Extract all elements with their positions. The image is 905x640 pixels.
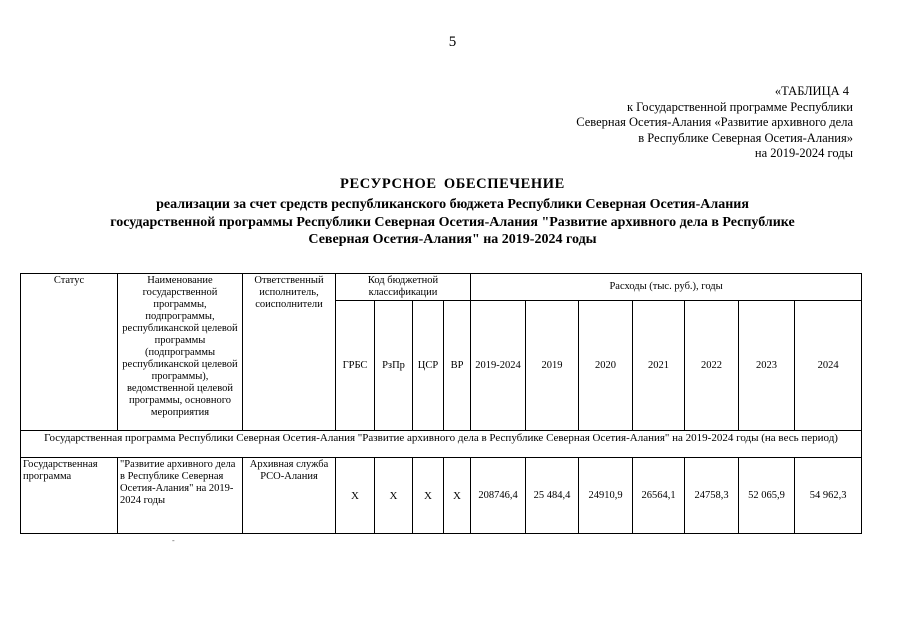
header-grbs: ГРБС	[336, 301, 375, 431]
header-year-2019: 2019	[526, 301, 579, 431]
header-budget-code: Код бюджетной классификации	[336, 274, 471, 301]
header-year-2022: 2022	[685, 301, 739, 431]
header-status: Статус	[21, 274, 118, 431]
header-year-2021: 2021	[633, 301, 685, 431]
row-value-2024: 54 962,3	[795, 458, 862, 534]
document-subtitle-line: реализации за счет средств республиканского бюджета Республики Северная Осетия-Алания	[156, 197, 749, 212]
appendix-line: Северная Осетия-Алания «Развитие архивного дела	[576, 115, 853, 129]
section-title: Государственная программа Республики Северная Осетия-Алания "Развитие архивного дела в Республике Северная Осетия-Алания" на 2019-2024 годы (на весь период)	[21, 431, 862, 458]
header-name: Наименование государственной программы, подпрограммы, республиканской целевой программы (подпрограммы республиканской целевой программы), ведомственной целевой программы, основного мероприятия	[118, 274, 243, 431]
appendix-line: к Государственной программе Республики	[626, 99, 853, 114]
row-name: "Развитие архивного дела в Республике Северная Осетия-Алания" на 2019-2024 годы	[118, 458, 243, 534]
row-code-vr: X	[444, 458, 471, 534]
row-status: Государственная программа	[21, 458, 118, 534]
row-value-2020: 24910,9	[579, 458, 633, 534]
row-value-2019: 25 484,4	[526, 458, 579, 534]
header-year-2024: 2024	[795, 301, 862, 431]
document-subtitle-line: Северная Осетия-Алания" на 2019-2024 годы	[308, 232, 597, 247]
header-rzpr: РзПр	[375, 301, 413, 431]
header-csr: ЦСР	[413, 301, 444, 431]
row-code-rzpr: X	[375, 458, 413, 534]
page-number: 5	[448, 34, 457, 50]
row-value-2022: 24758,3	[685, 458, 739, 534]
document-subtitle-line: государственной программы Республики Северная Осетия-Алания "Развитие архивного дела в Республике	[110, 214, 795, 230]
appendix-line: «ТАБЛИЦА 4	[774, 84, 849, 98]
header-year-2023: 2023	[739, 301, 795, 431]
row-value-total: 208746,4	[471, 458, 526, 534]
section-row	[21, 431, 862, 458]
header-vr: ВР	[444, 301, 471, 431]
appendix-line: на 2019-2024 годы	[754, 146, 853, 160]
header-expenses: Расходы (тыс. руб.), годы	[471, 274, 862, 301]
document-heading	[0, 176, 905, 249]
header-responsible: Ответственный исполнитель, соисполнители	[243, 274, 336, 431]
row-code-csr: X	[413, 458, 444, 534]
row-value-2023: 52 065,9	[739, 458, 795, 534]
table-row	[21, 458, 862, 534]
header-year-2020: 2020	[579, 301, 633, 431]
row-responsible: Архивная служба РСО-Алания	[243, 458, 336, 534]
appendix-line: в Республике Северная Осетия-Алания»	[638, 130, 853, 145]
resource-table	[20, 273, 862, 534]
appendix-note	[576, 84, 853, 162]
header-row	[21, 274, 862, 301]
document-title: РЕСУРСНОЕ ОБЕСПЕЧЕНИЕ	[340, 176, 565, 192]
footer-mark: -	[172, 536, 175, 545]
header-year-total: 2019-2024	[471, 301, 526, 431]
row-value-2021: 26564,1	[633, 458, 685, 534]
row-code-grbs: X	[336, 458, 375, 534]
